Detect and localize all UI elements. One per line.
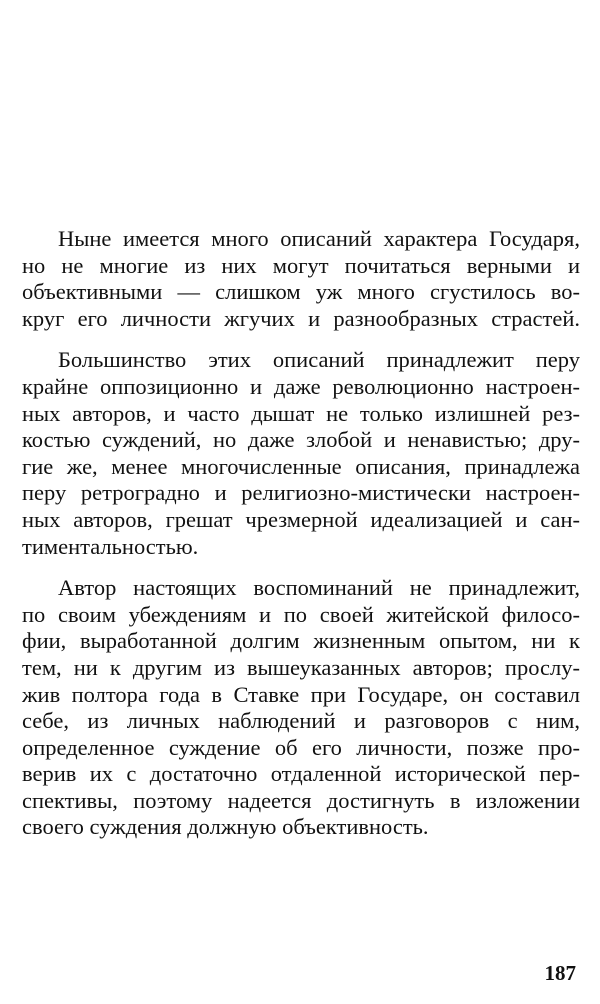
text-line: спективы, поэтому надеется достигнуть в изложении xyxy=(22,787,580,813)
text-line: жив полтора года в Ставке при Государе, он составил xyxy=(22,681,580,707)
text-line: костью суждений, но даже злобой и ненавистью; дру- xyxy=(22,427,580,453)
text-line: ных авторов, грешат чрезмерной идеализацией и сан- xyxy=(22,506,580,532)
text-line: Ныне имеется много описаний характера Государя, xyxy=(58,226,580,251)
text-line: по своим убеждениям и по своей житейской филосо- xyxy=(22,601,580,627)
text-line: своего суждения должную объективность. xyxy=(22,814,429,840)
text-line: ных авторов, и часто дышат не только излишней рез- xyxy=(22,400,580,426)
text-line: себе, из личных наблюдений и разговоров с ним, xyxy=(22,708,580,734)
page-number: 187 xyxy=(544,961,576,985)
text-line: объективными — слишком уж много сгустилось во- xyxy=(22,279,580,305)
paragraph-1 xyxy=(22,226,580,332)
text-line: определенное суждение об его личности, позже про- xyxy=(22,734,580,760)
text-line: перу ретроградно и религиозно-мистически настроен- xyxy=(22,480,580,506)
text-line: крайне оппозиционно и даже революционно настроен- xyxy=(22,373,580,399)
text-line: тиментальностью. xyxy=(22,533,199,559)
text-line: гие же, менее многочисленные описания, принадлежа xyxy=(22,453,580,479)
page-text xyxy=(22,226,580,856)
text-line: но не многие из них могут почитаться верными и xyxy=(22,252,580,278)
text-line: Автор настоящих воспоминаний не принадлежит, xyxy=(58,575,580,601)
paragraph-2 xyxy=(22,347,580,560)
text-line: верив их с достаточно отдаленной исторической пер- xyxy=(22,761,580,787)
text-line: круг его личности жгучих и разнообразных страстей. xyxy=(22,305,580,331)
paragraph-3 xyxy=(22,575,580,841)
text-line: фии, выработанной долгим жизненным опытом, ни к xyxy=(22,628,580,654)
text-line: тем, ни к другим из вышеуказанных авторов; прослу- xyxy=(22,654,580,680)
text-line: Большинство этих описаний принадлежит перу xyxy=(58,347,580,373)
